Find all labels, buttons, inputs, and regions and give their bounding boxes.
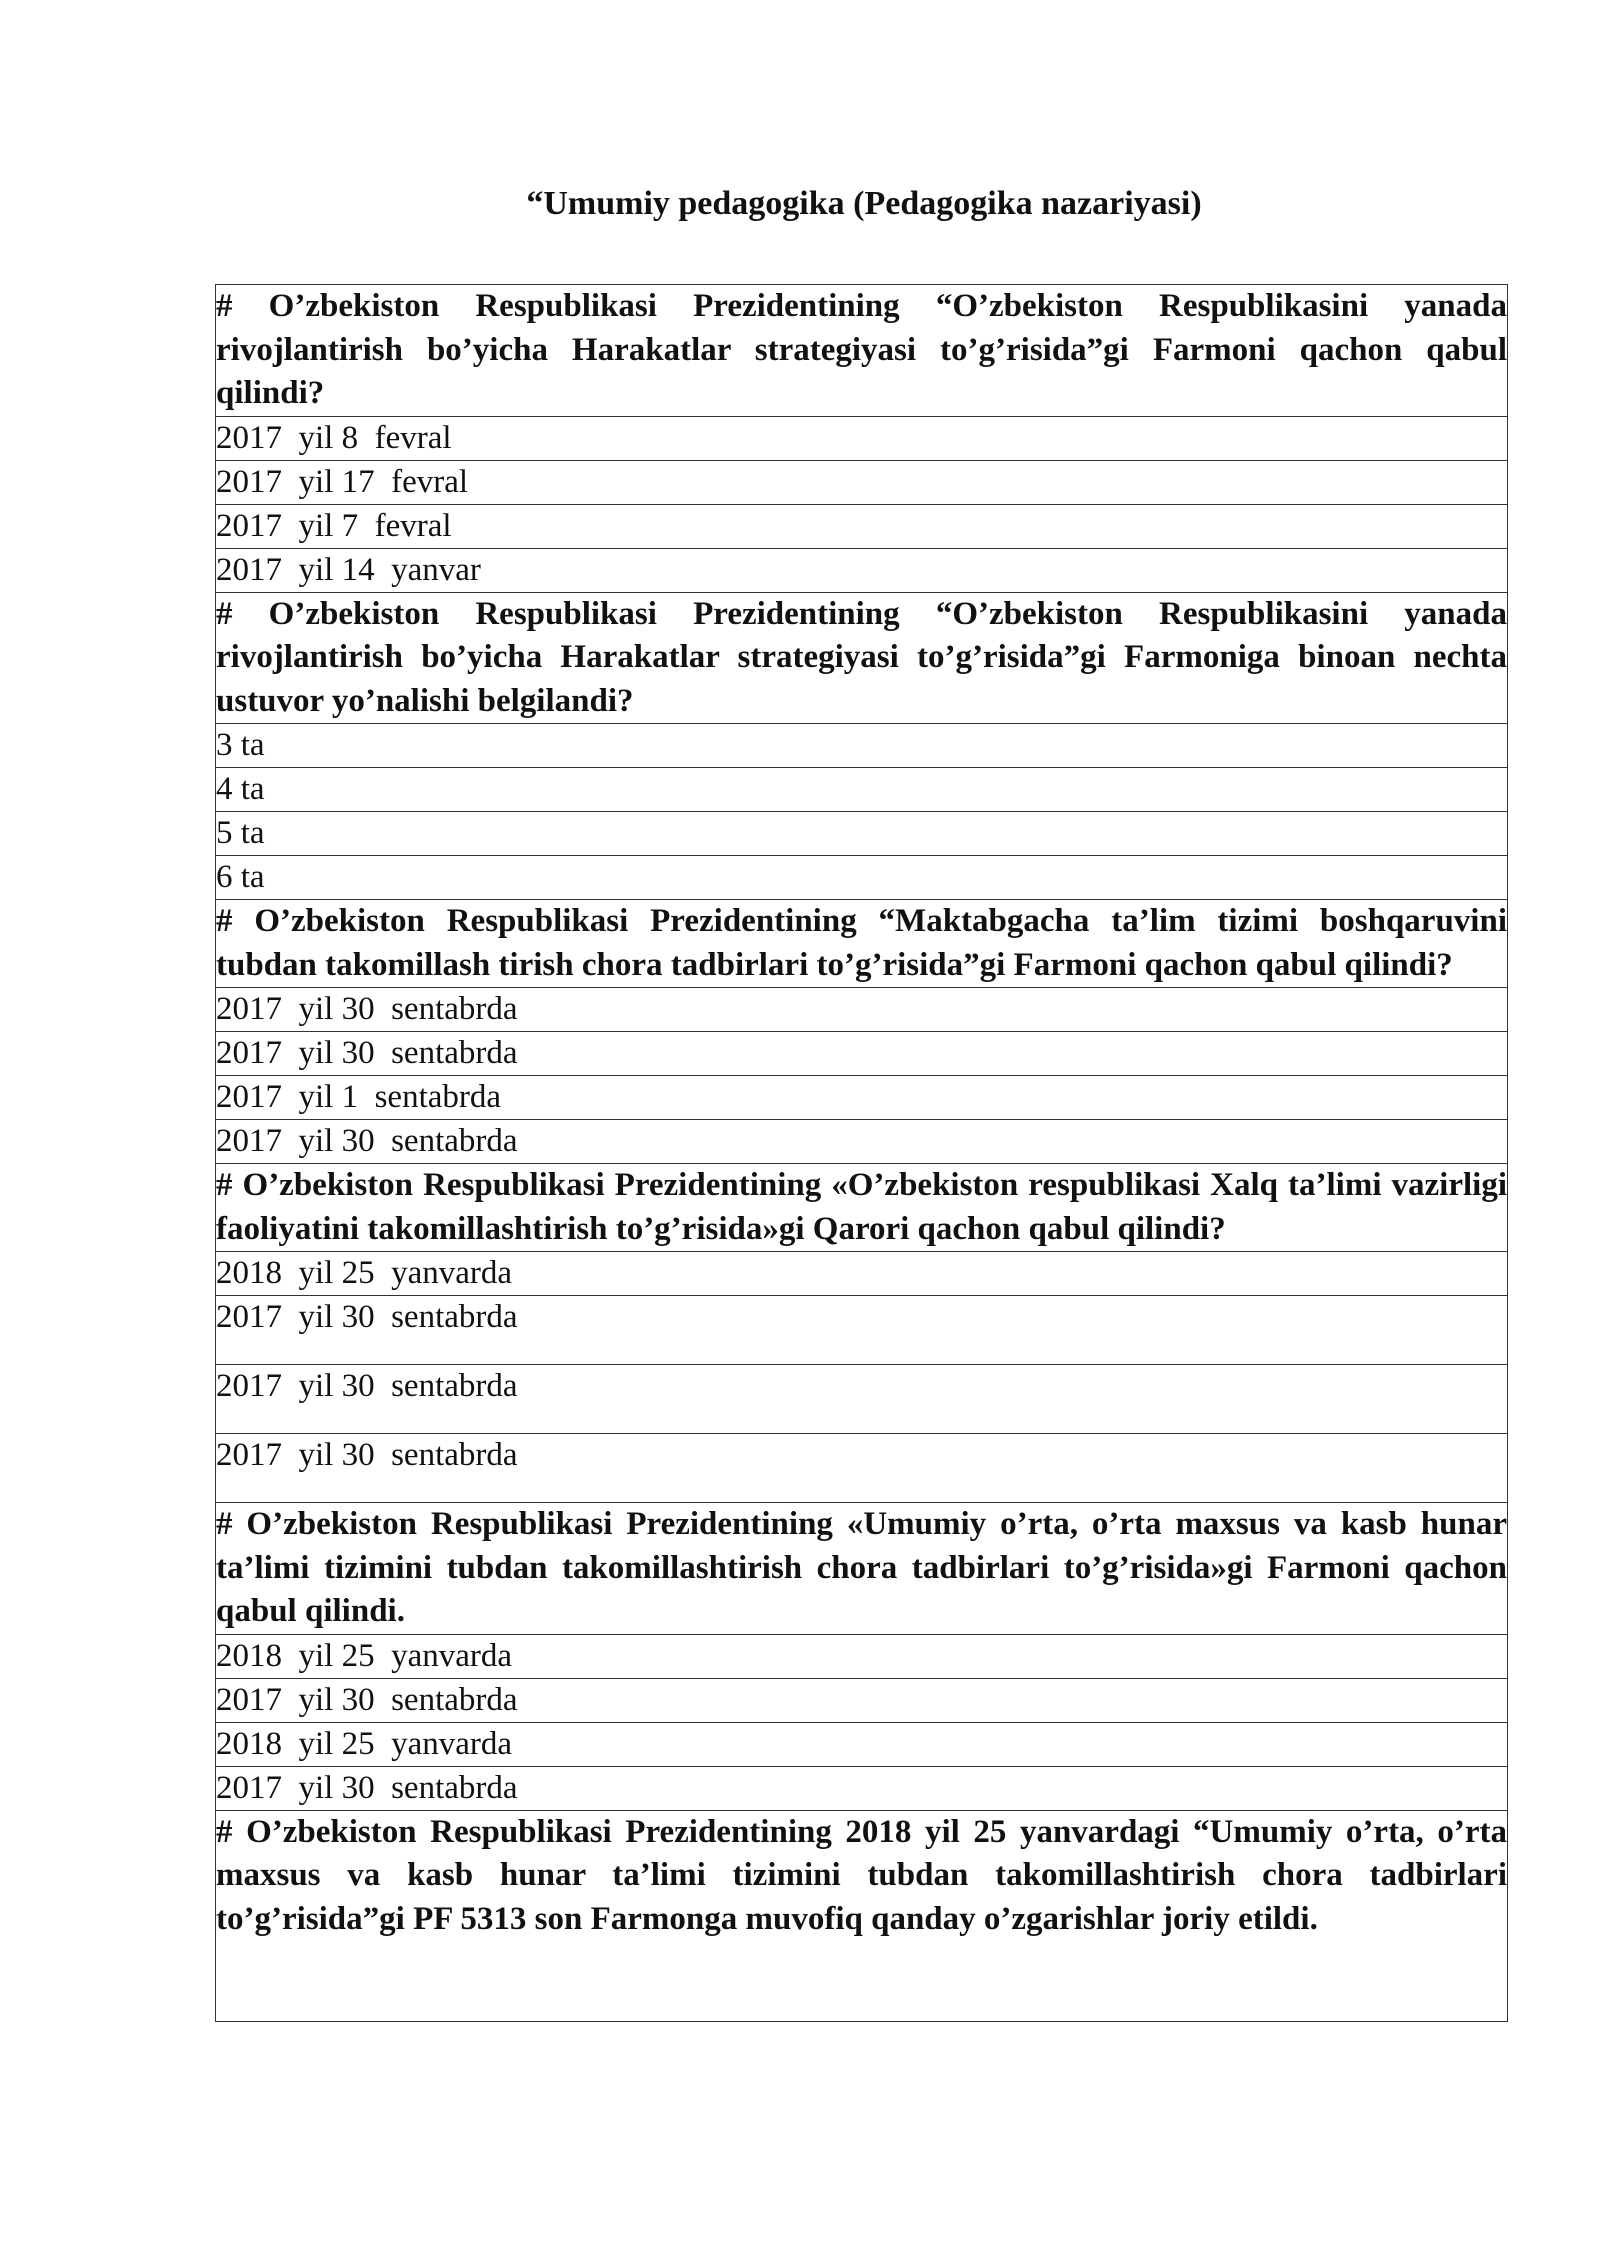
answer-option: 2017 yil 30 sentabrda (216, 1032, 1508, 1076)
answer-row (216, 1252, 1508, 1296)
answer-option: 2017 yil 8 fevral (216, 416, 1508, 460)
answer-row (216, 1678, 1508, 1722)
answer-option-text: 2017 yil 30 sentabrda (216, 1299, 518, 1335)
answer-row (216, 768, 1508, 812)
answer-row (216, 812, 1508, 856)
answer-row (216, 1766, 1508, 1810)
question-row (216, 285, 1508, 417)
answer-row (216, 1032, 1508, 1076)
answer-row (216, 548, 1508, 592)
answer-option: 2017 yil 17 fevral (216, 460, 1508, 504)
answer-option: 2018 yil 25 yanvarda (216, 1634, 1508, 1678)
answer-option: 2017 yil 14 yanvar (216, 548, 1508, 592)
answer-row (216, 1296, 1508, 1365)
answer-row (216, 1634, 1508, 1678)
answer-row (216, 988, 1508, 1032)
answer-option: 2017 yil 30 sentabrda (216, 1678, 1508, 1722)
question-row (216, 900, 1508, 988)
answer-option: 5 ta (216, 812, 1508, 856)
answer-option: 2017 yil 30 sentabrda (216, 988, 1508, 1032)
answer-option: 2017 yil 1 sentabrda (216, 1076, 1508, 1120)
answer-row (216, 724, 1508, 768)
document-title: “Umumiy pedagogika (Pedagogika nazariyasi) (526, 185, 1202, 222)
answer-option: 4 ta (216, 768, 1508, 812)
answer-option-text: 2017 yil 30 sentabrda (216, 1368, 518, 1404)
question-text: # O’zbekiston Respublikasi Prezidentining “O’zbekiston Respublikasini yanada rivojlantirish bo’yicha Harakatlar strategiyasi to’g’risida”gi Farmoni qachon qabul qilindi? (216, 285, 1508, 417)
quiz-table (215, 284, 1508, 2022)
answer-row (216, 1120, 1508, 1164)
question-text: # O’zbekiston Respublikasi Prezidentining «O’zbekiston respublikasi Xalq ta’limi vazirligi faoliyatini takomillashtirish to’g’risida»gi Qarori qachon qabul qilindi? (216, 1164, 1508, 1252)
question-text: # O’zbekiston Respublikasi Prezidentining “O’zbekiston Respublikasini yanada rivojlantirish bo’yicha Harakatlar strategiyasi to’g’risida”gi Farmoniga binoan nechta ustuvor yo’nalishi belgilandi? (216, 592, 1508, 724)
answer-row (216, 856, 1508, 900)
question-text: # O’zbekiston Respublikasi Prezidentining 2018 yil 25 yanvardagi “Umumiy o’rta, o’rta maxsus va kasb hunar ta’limi tizimini tubdan takomillashtirish chora tadbirlari to’g’risida”gi PF 5313 son Farmonga muvofiq qanday o’zgarishlar joriy etildi. (216, 1810, 1508, 2021)
answer-row (216, 460, 1508, 504)
answer-row (216, 1365, 1508, 1434)
answer-option: 2018 yil 25 yanvarda (216, 1252, 1508, 1296)
answer-row (216, 504, 1508, 548)
answer-row (216, 1722, 1508, 1766)
question-row (216, 1503, 1508, 1635)
answer-option (216, 1434, 1508, 1503)
question-text: # O’zbekiston Respublikasi Prezidentining «Umumiy o’rta, o’rta maxsus va kasb hunar ta’limi tizimini tubdan takomillashtirish chora tadbirlari to’g’risida»gi Farmoni qachon qabul qilindi. (216, 1503, 1508, 1635)
question-row (216, 1164, 1508, 1252)
answer-option (216, 1365, 1508, 1434)
answer-row (216, 416, 1508, 460)
question-row (216, 1810, 1508, 2021)
question-text: # O’zbekiston Respublikasi Prezidentining “Maktabgacha ta’lim tizimi boshqaruvini tubdan takomillash tirish chora tadbirlari to’g’risida”gi Farmoni qachon qabul qilindi? (216, 900, 1508, 988)
answer-option-text: 2017 yil 30 sentabrda (216, 1437, 518, 1473)
answer-option: 2017 yil 30 sentabrda (216, 1120, 1508, 1164)
answer-option: 6 ta (216, 856, 1508, 900)
answer-option: 2018 yil 25 yanvarda (216, 1722, 1508, 1766)
answer-option (216, 1296, 1508, 1365)
answer-option: 2017 yil 30 sentabrda (216, 1766, 1508, 1810)
answer-option: 3 ta (216, 724, 1508, 768)
answer-row (216, 1434, 1508, 1503)
answer-row (216, 1076, 1508, 1120)
answer-option: 2017 yil 7 fevral (216, 504, 1508, 548)
question-row (216, 592, 1508, 724)
